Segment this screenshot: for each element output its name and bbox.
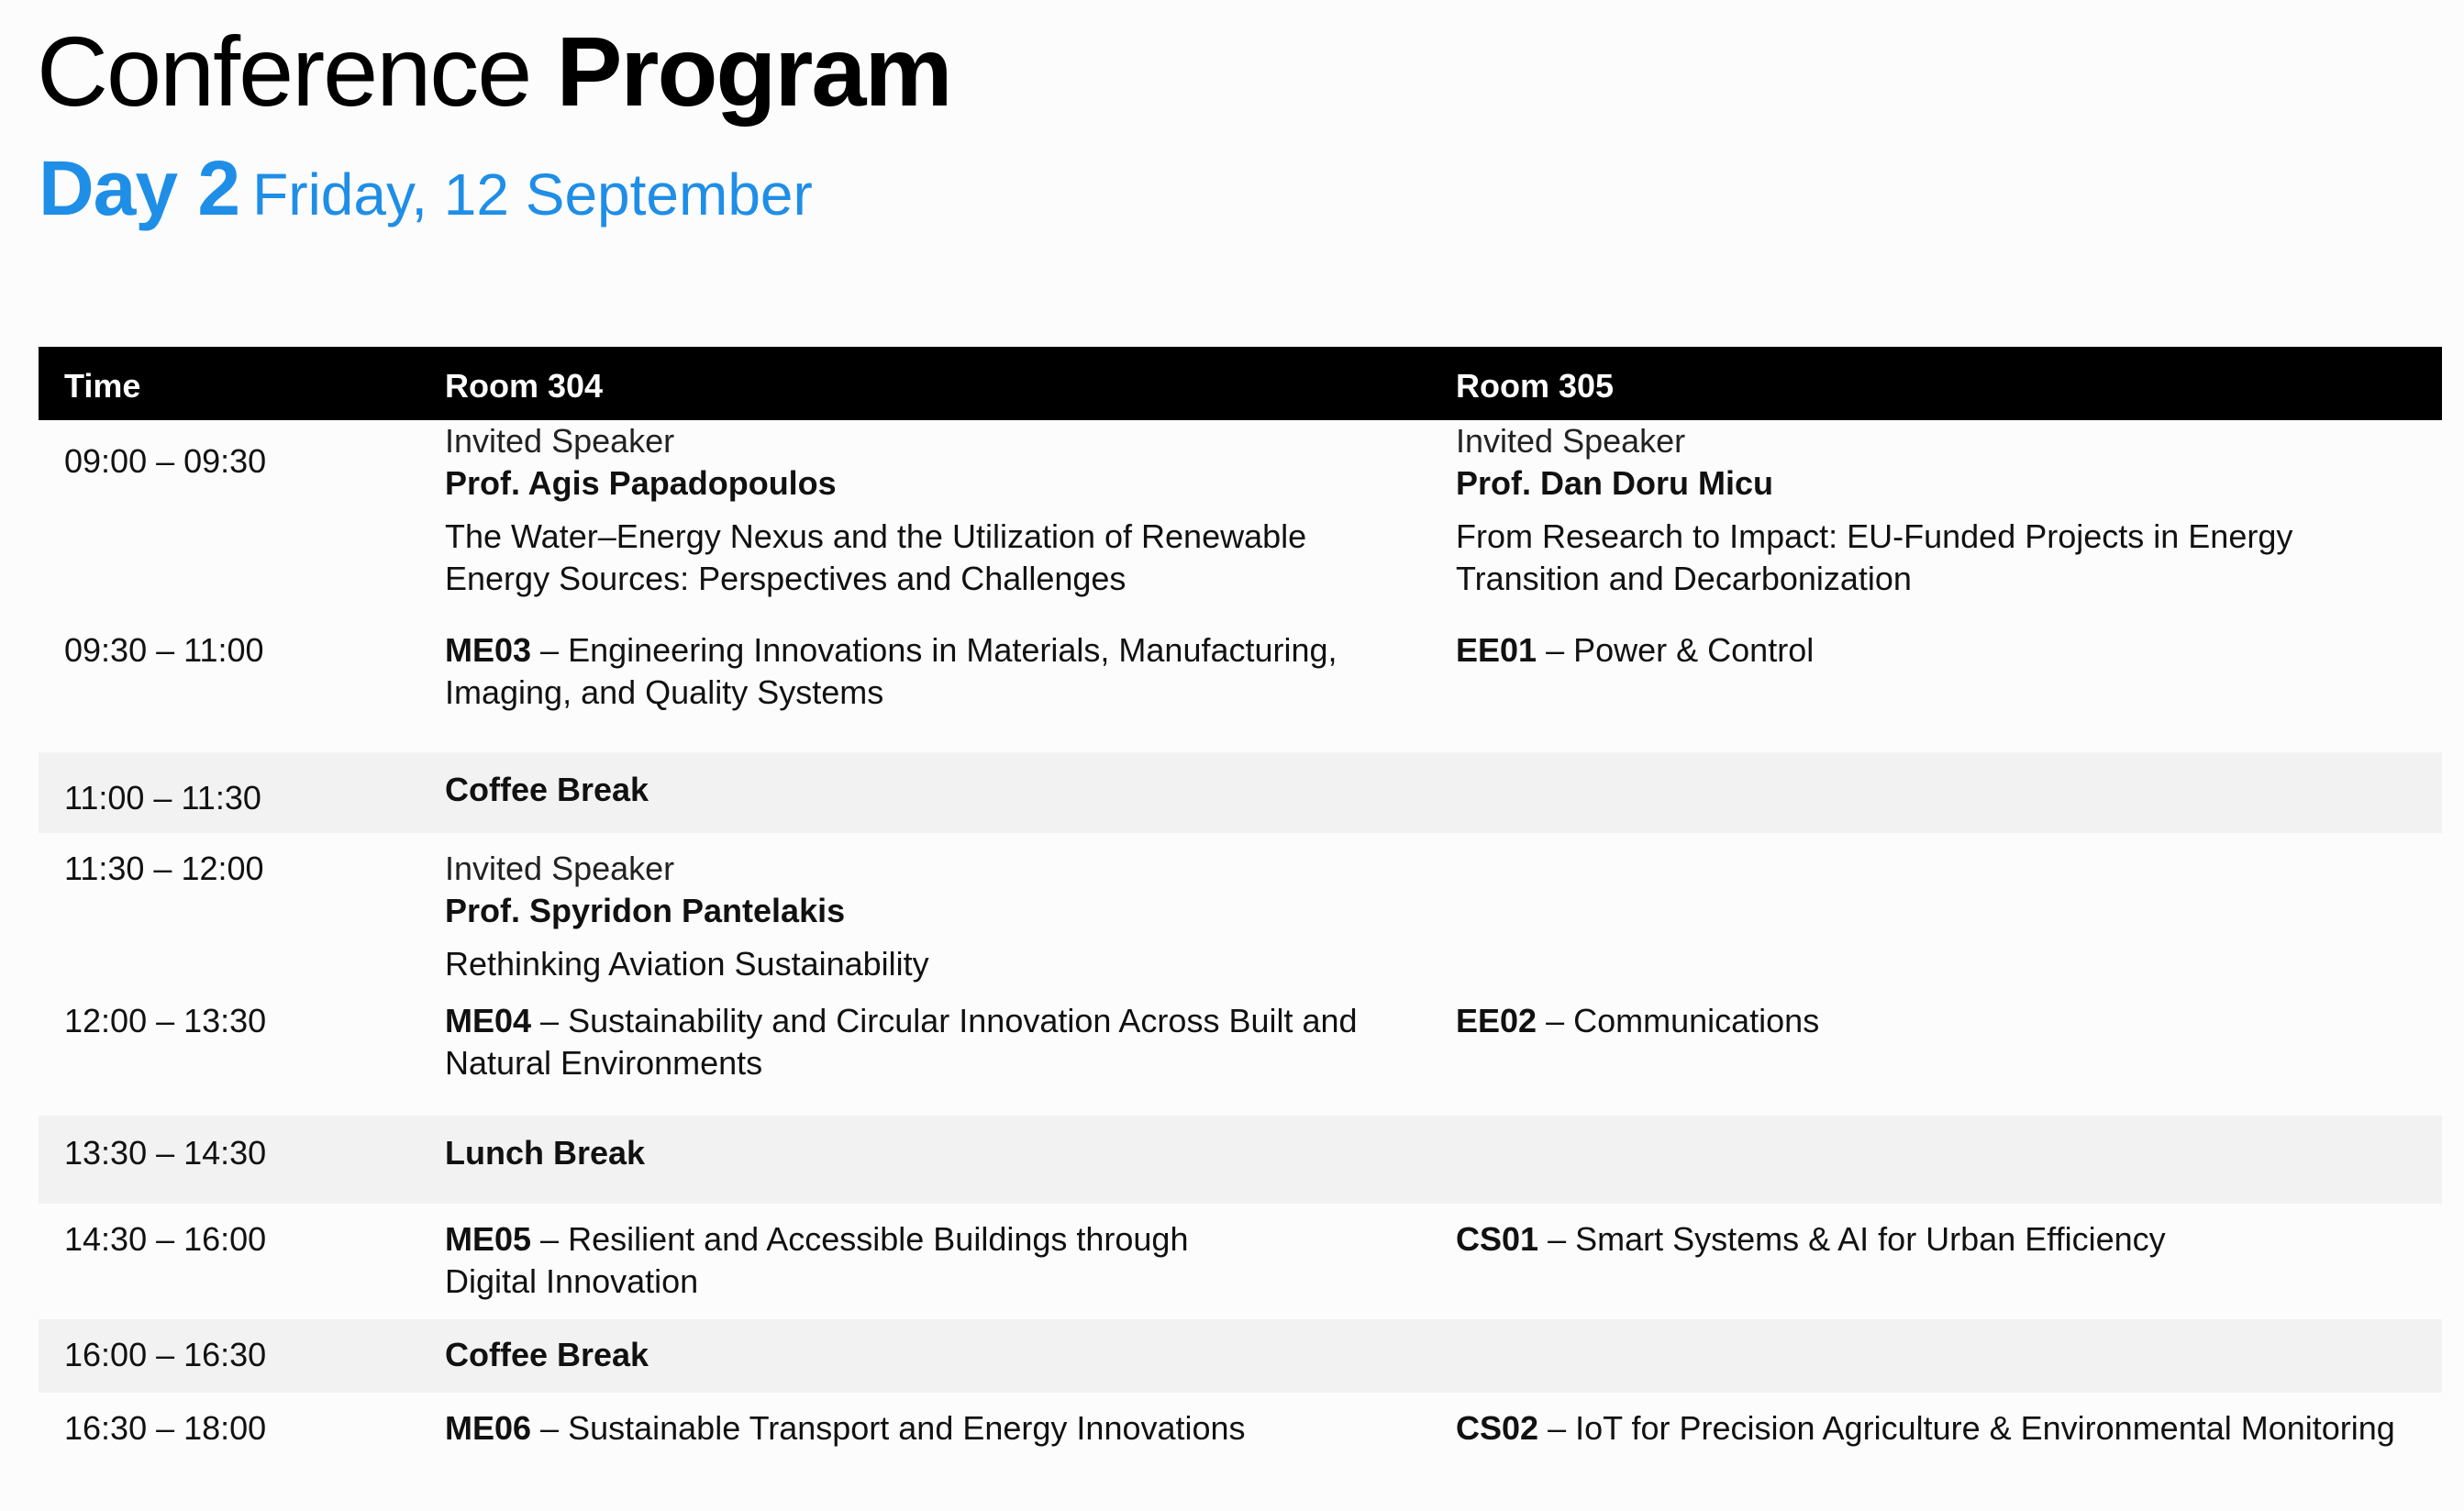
session-code: CS01 (1456, 1220, 1539, 1258)
table-row (39, 629, 2442, 752)
room-305-cell (1456, 420, 2292, 600)
room-304-cell (445, 848, 929, 985)
speaker-name: Prof. Agis Papadopoulos (445, 464, 837, 502)
session-cell-room-304 (445, 1218, 1188, 1303)
session-title: – Sustainability and Circular Innovation Across Built and (531, 1002, 1358, 1039)
session-code: ME05 (445, 1220, 532, 1258)
session-code: ME06 (445, 1409, 532, 1447)
break-label: Coffee Break (445, 771, 649, 808)
session-cell-room-304 (445, 629, 1337, 714)
session-title: – Communications (1537, 1002, 1820, 1039)
time-cell: 09:30 – 11:00 (64, 631, 264, 669)
time-cell: 11:00 – 11:30 (64, 779, 261, 817)
invited-speaker-label: Invited Speaker (445, 422, 675, 460)
time-cell: 16:00 – 16:30 (64, 1336, 267, 1373)
session-title: – Sustainable Transport and Energy Innovations (531, 1409, 1246, 1447)
break-row (39, 1116, 2442, 1204)
session-cell-room-305 (1456, 1218, 2166, 1261)
session-cell-room-304 (445, 1000, 1358, 1084)
session-cell-room-305 (1456, 1000, 1819, 1042)
table-header (39, 347, 2442, 420)
time-cell: 09:00 – 09:30 (64, 442, 267, 480)
time-cell: 12:00 – 13:30 (64, 1002, 267, 1039)
talk-title-line: The Water–Energy Nexus and the Utilization of Renewable (445, 517, 1307, 555)
session-code: EE02 (1456, 1002, 1537, 1039)
table-row (39, 1204, 2442, 1319)
session-cell-room-305 (1456, 1407, 2395, 1450)
day-label: Day 2 (39, 145, 240, 231)
session-title: – Engineering Innovations in Materials, Manufacturing, (531, 631, 1337, 669)
page-title (37, 17, 951, 127)
page-title-light: Conference (37, 16, 531, 127)
table-row (39, 1000, 2442, 1116)
program-table (39, 347, 2442, 1484)
session-title: – IoT for Precision Agriculture & Environmental Monitoring (1538, 1409, 2395, 1447)
talk-title: Rethinking Aviation Sustainability (445, 945, 929, 983)
session-title-line: Digital Innovation (445, 1262, 699, 1300)
room-304-cell (445, 420, 1306, 600)
break-row (39, 752, 2442, 833)
break-label: Lunch Break (445, 1134, 646, 1172)
time-cell: 11:30 – 12:00 (64, 850, 264, 887)
column-header-room-305: Room 305 (1456, 367, 1615, 405)
talk-title-line: From Research to Impact: EU-Funded Projects in Energy (1456, 517, 2293, 555)
day-subtitle (39, 138, 813, 261)
session-cell-room-305 (1456, 629, 1814, 672)
break-row (39, 1319, 2442, 1393)
session-title: – Resilient and Accessible Buildings through (531, 1220, 1189, 1258)
speaker-name: Prof. Dan Doru Micu (1456, 464, 1774, 502)
time-cell: 13:30 – 14:30 (64, 1134, 267, 1172)
session-cell-room-304 (445, 1407, 1246, 1450)
column-header-time: Time (64, 367, 141, 405)
talk-title-line: Transition and Decarbonization (1456, 560, 1912, 597)
session-code: CS02 (1456, 1409, 1539, 1447)
session-code: ME03 (445, 631, 532, 669)
page-title-bold: Program (556, 16, 951, 127)
time-cell: 16:30 – 18:00 (64, 1409, 267, 1447)
session-code: EE01 (1456, 631, 1537, 669)
column-header-room-304: Room 304 (445, 367, 604, 405)
session-code: ME04 (445, 1002, 532, 1039)
table-row (39, 420, 2442, 629)
session-title: – Smart Systems & AI for Urban Efficiency (1538, 1220, 2166, 1258)
invited-speaker-label: Invited Speaker (445, 850, 675, 887)
talk-title (445, 516, 1306, 600)
session-title-line: Imaging, and Quality Systems (445, 673, 884, 711)
table-row (39, 1393, 2442, 1484)
date-label: Friday, 12 September (252, 161, 813, 228)
talk-title (1456, 516, 2292, 600)
speaker-name: Prof. Spyridon Pantelakis (445, 892, 846, 929)
invited-speaker-label: Invited Speaker (1456, 422, 1686, 460)
session-title: – Power & Control (1537, 631, 1815, 669)
talk-title-line: Energy Sources: Perspectives and Challenges (445, 560, 1127, 597)
session-title-line: Natural Environments (445, 1044, 763, 1082)
table-row (39, 833, 2442, 1000)
time-cell: 14:30 – 16:00 (64, 1220, 267, 1258)
break-label: Coffee Break (445, 1336, 649, 1373)
